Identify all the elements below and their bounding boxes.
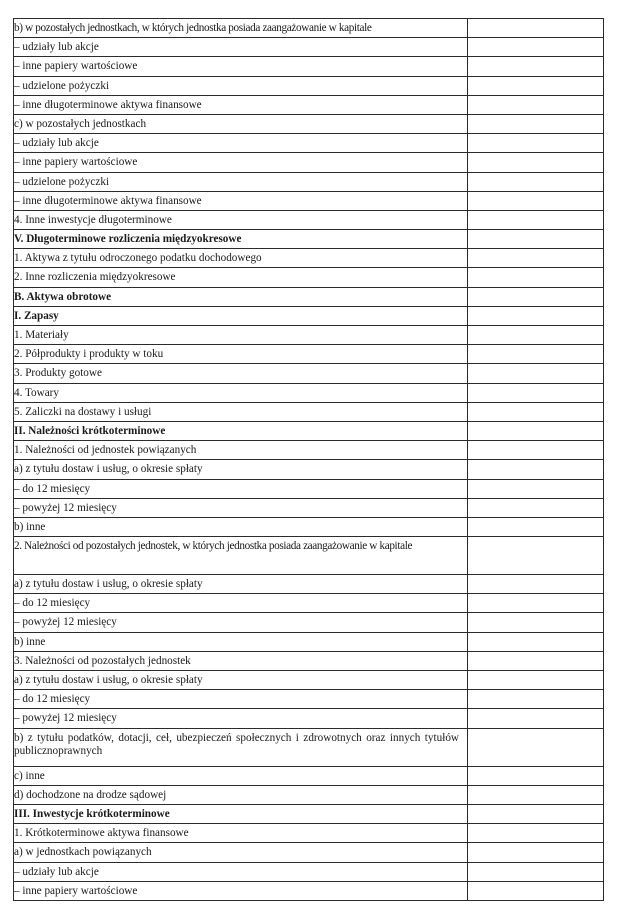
table-row [14,383,604,402]
row-label: – inne papiery wartościowe [14,881,468,900]
table-row [14,843,604,862]
row-label: b) z tytułu podatków, dotacji, ceł, ubezpieczeń społecznych i zdrowotnych oraz innych tytułów publicznoprawnych [14,728,468,766]
table-row [14,460,604,479]
table-row [14,537,604,575]
table-row [14,134,604,153]
row-value [468,594,604,613]
row-value [468,268,604,287]
row-label: II. Należności krótkoterminowe [14,421,468,440]
row-value [468,613,604,632]
table-row [14,191,604,210]
row-label: 3. Produkty gotowe [14,364,468,383]
row-label: 3. Należności od pozostałych jednostek [14,651,468,670]
row-label: – do 12 miesięcy [14,690,468,709]
table-row [14,153,604,172]
table-row [14,19,604,38]
row-value [468,421,604,440]
row-value [468,785,604,804]
row-value [468,19,604,38]
row-value [468,728,604,766]
table-row [14,287,604,306]
table-row [14,306,604,325]
table-row [14,345,604,364]
row-value [468,575,604,594]
row-label: – inne papiery wartościowe [14,153,468,172]
table-row [14,326,604,345]
row-value [468,172,604,191]
row-value [468,479,604,498]
row-label: – powyżej 12 miesięcy [14,709,468,728]
table-row [14,364,604,383]
table-row [14,421,604,440]
row-value [468,57,604,76]
row-value [468,460,604,479]
table-row [14,230,604,249]
row-value [468,230,604,249]
table-row [14,862,604,881]
row-value [468,441,604,460]
row-label: 1. Należności od jednostek powiązanych [14,441,468,460]
row-label: c) inne [14,766,468,785]
table-row [14,114,604,133]
row-label: – inne papiery wartościowe [14,57,468,76]
table-row [14,38,604,57]
row-value [468,364,604,383]
row-label: – do 12 miesięcy [14,479,468,498]
row-label: b) inne [14,632,468,651]
table-row [14,95,604,114]
row-label: 4. Inne inwestycje długoterminowe [14,210,468,229]
row-label: 1. Materiały [14,326,468,345]
table-row [14,785,604,804]
row-label: a) z tytułu dostaw i usług, o okresie spłaty [14,460,468,479]
table-row [14,210,604,229]
table-row [14,671,604,690]
table-row [14,728,604,766]
row-value [468,804,604,823]
row-label: b) w pozostałych jednostkach, w których jednostka posiada zaangażowanie w kapitale [14,19,468,38]
row-label: – udzielone pożyczki [14,172,468,191]
table-row [14,613,604,632]
table-row [14,172,604,191]
row-label: c) w pozostałych jednostkach [14,114,468,133]
row-value [468,326,604,345]
table-row [14,594,604,613]
table-row [14,632,604,651]
row-value [468,249,604,268]
row-label: a) z tytułu dostaw i usług, o okresie spłaty [14,575,468,594]
row-value [468,306,604,325]
row-value [468,210,604,229]
row-value [468,824,604,843]
row-value [468,671,604,690]
row-label: d) dochodzone na drodze sądowej [14,785,468,804]
table-row [14,268,604,287]
row-value [468,632,604,651]
row-label: – powyżej 12 miesięcy [14,613,468,632]
table-row [14,479,604,498]
row-value [468,881,604,900]
row-value [468,134,604,153]
row-label: b) inne [14,517,468,536]
row-value [468,76,604,95]
row-label: B. Aktywa obrotowe [14,287,468,306]
row-value [468,38,604,57]
table-row [14,402,604,421]
table-row [14,651,604,670]
row-label: 4. Towary [14,383,468,402]
row-label: – powyżej 12 miesięcy [14,498,468,517]
row-label: 5. Zaliczki na dostawy i usługi [14,402,468,421]
table-row [14,690,604,709]
row-label: – inne długoterminowe aktywa finansowe [14,191,468,210]
row-label: 1. Krótkoterminowe aktywa finansowe [14,824,468,843]
table-row [14,824,604,843]
row-label: 2. Inne rozliczenia międzyokresowe [14,268,468,287]
row-label: – udziały lub akcje [14,134,468,153]
row-label: 1. Aktywa z tytułu odroczonego podatku dochodowego [14,249,468,268]
table-row [14,766,604,785]
row-value [468,498,604,517]
row-label: III. Inwestycje krótkoterminowe [14,804,468,823]
row-value [468,843,604,862]
row-label: – udziały lub akcje [14,862,468,881]
row-label: – udzielone pożyczki [14,76,468,95]
row-value [468,766,604,785]
row-value [468,537,604,575]
row-value [468,153,604,172]
row-label: – do 12 miesięcy [14,594,468,613]
row-value [468,862,604,881]
row-value [468,402,604,421]
balance-sheet-table [13,18,604,901]
row-label: V. Długoterminowe rozliczenia międzyokresowe [14,230,468,249]
row-value [468,709,604,728]
row-value [468,517,604,536]
table-row [14,57,604,76]
table-row [14,76,604,95]
table-row [14,517,604,536]
row-label: a) z tytułu dostaw i usług, o okresie spłaty [14,671,468,690]
row-value [468,651,604,670]
table-row [14,881,604,900]
row-value [468,345,604,364]
table-row [14,441,604,460]
row-label: a) w jednostkach powiązanych [14,843,468,862]
row-value [468,95,604,114]
table-row [14,709,604,728]
row-label: – inne długoterminowe aktywa finansowe [14,95,468,114]
table-row [14,249,604,268]
row-value [468,287,604,306]
row-label: – udziały lub akcje [14,38,468,57]
row-value [468,383,604,402]
row-label: 2. Półprodukty i produkty w toku [14,345,468,364]
table-row [14,498,604,517]
table-row [14,575,604,594]
table-row [14,804,604,823]
row-label: 2. Należności od pozostałych jednostek, w których jednostka posiada zaangażowanie w kapitale [14,537,468,575]
row-value [468,191,604,210]
row-value [468,690,604,709]
row-value [468,114,604,133]
row-label: I. Zapasy [14,306,468,325]
